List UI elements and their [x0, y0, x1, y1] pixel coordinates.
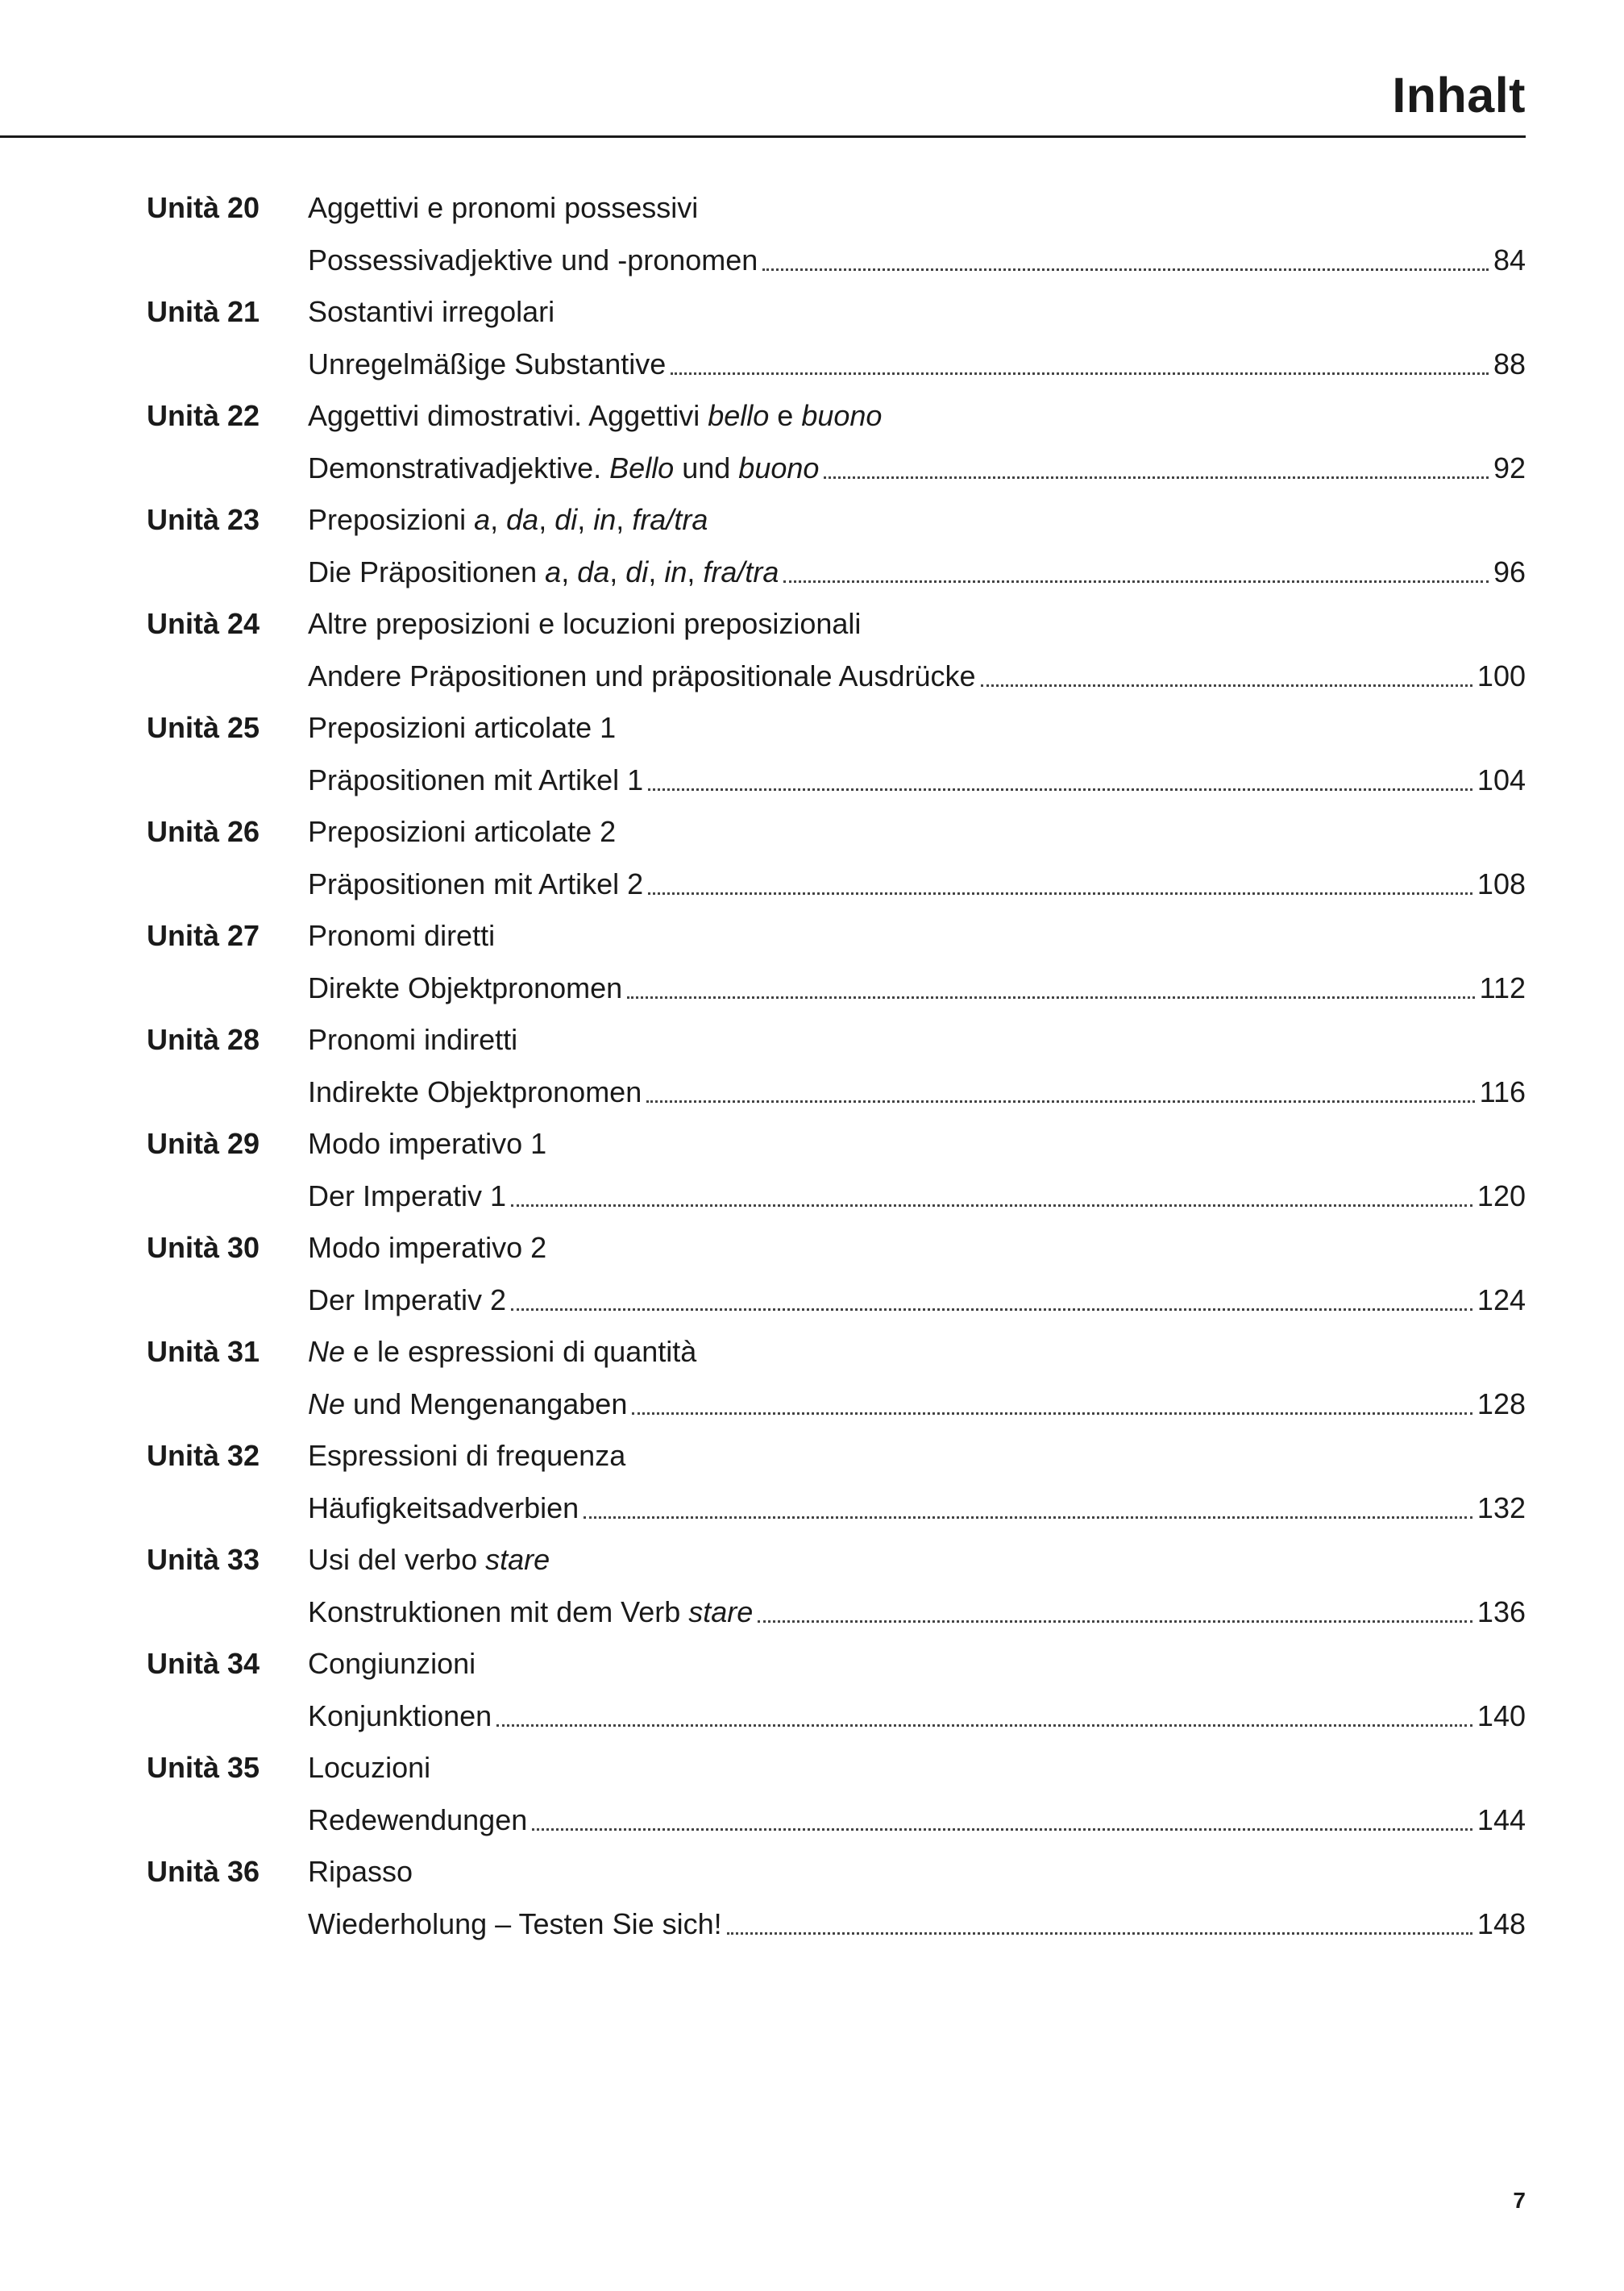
italic-text-segment: a	[545, 555, 562, 588]
toc-italian-line	[147, 390, 1526, 443]
toc-german-line	[147, 963, 1526, 1015]
german-title	[308, 659, 976, 693]
italian-title	[308, 607, 861, 641]
text-segment: Ripasso	[308, 1855, 413, 1889]
unit-label: Unità 22	[147, 399, 260, 433]
text-segment: ,	[561, 555, 578, 588]
italic-text-segment: di	[625, 555, 649, 588]
german-title	[308, 555, 779, 589]
text-segment: Häufigkeitsadverbien	[308, 1491, 579, 1524]
german-title	[308, 763, 643, 797]
toc-entry[interactable]	[147, 806, 1526, 910]
toc-page-number[interactable]: 92	[1493, 451, 1526, 484]
unit-label: Unità 28	[147, 1023, 260, 1057]
unit-label: Unità 33	[147, 1543, 260, 1577]
german-title	[308, 243, 758, 277]
text-segment: Direkte Objektpronomen	[308, 971, 623, 1004]
dot-leader	[496, 1724, 1472, 1727]
toc-page-number[interactable]: 100	[1477, 659, 1526, 692]
italian-title	[308, 295, 554, 329]
toc-italian-line	[147, 910, 1526, 963]
toc-italian-line	[147, 1222, 1526, 1274]
german-title	[308, 1491, 579, 1525]
german-title	[308, 1595, 753, 1629]
page-number: 7	[1513, 2188, 1526, 2213]
unit-label: Unità 27	[147, 919, 260, 953]
toc-german-line	[147, 755, 1526, 807]
toc-german-line	[147, 1898, 1526, 1951]
dot-leader	[981, 684, 1472, 687]
dot-leader	[584, 1516, 1472, 1519]
toc-italian-line	[147, 1638, 1526, 1690]
toc-italian-line	[147, 286, 1526, 339]
toc-italian-line	[147, 1014, 1526, 1066]
text-segment: Preposizioni	[308, 503, 475, 537]
italian-title	[308, 1439, 625, 1473]
toc-german-line	[147, 1482, 1526, 1535]
dot-leader	[783, 580, 1489, 583]
text-segment: Pronomi indiretti	[308, 1023, 518, 1057]
unit-label: Unità 30	[147, 1231, 260, 1265]
toc-entry[interactable]	[147, 598, 1526, 702]
text-segment: Konstruktionen mit dem Verb	[308, 1595, 689, 1628]
text-segment: Locuzioni	[308, 1751, 431, 1785]
dot-leader	[762, 268, 1489, 271]
text-segment: Wiederholung – Testen Sie sich!	[308, 1906, 722, 1940]
italic-text-segment: a	[474, 503, 491, 537]
italic-text-segment: buono	[801, 399, 883, 433]
text-segment: Der Imperativ 2	[308, 1283, 507, 1316]
toc-entry[interactable]	[147, 1014, 1526, 1118]
italic-text-segment: in	[664, 555, 687, 588]
toc-page-number[interactable]: 120	[1477, 1179, 1526, 1212]
text-segment: ,	[490, 503, 507, 537]
text-segment: und	[674, 451, 739, 484]
text-segment: Sostantivi irregolari	[308, 295, 555, 329]
text-segment: und Mengenangaben	[345, 1387, 628, 1420]
text-segment: Aggettivi e pronomi possessivi	[308, 191, 699, 225]
toc-italian-line	[147, 806, 1526, 859]
toc-page-number[interactable]: 136	[1477, 1595, 1526, 1628]
text-segment: Redewendungen	[308, 1802, 528, 1836]
text-segment: Altre preposizioni e locuzioni preposizionali	[308, 607, 862, 641]
italic-text-segment: stare	[688, 1595, 754, 1628]
text-segment: ,	[577, 503, 594, 537]
toc-italian-line	[147, 1534, 1526, 1586]
toc-german-line	[147, 1066, 1526, 1119]
toc-entry[interactable]	[147, 1638, 1526, 1742]
italic-text-segment: fra/tra	[703, 555, 779, 588]
toc-german-line	[147, 859, 1526, 911]
german-title	[308, 347, 666, 381]
toc-german-line	[147, 1274, 1526, 1327]
italian-title	[308, 919, 495, 953]
unit-label: Unità 32	[147, 1439, 260, 1473]
german-title	[308, 971, 622, 1005]
toc-italian-line	[147, 1846, 1526, 1898]
toc-italian-line	[147, 598, 1526, 651]
page-title: Inhalt	[1392, 68, 1526, 123]
toc-italian-line	[147, 1430, 1526, 1482]
toc-entry[interactable]	[147, 1534, 1526, 1638]
german-title	[308, 867, 643, 901]
text-segment: Preposizioni articolate 1	[308, 711, 617, 745]
dot-leader	[627, 996, 1474, 999]
german-title	[308, 1075, 642, 1109]
toc-entry[interactable]	[147, 1222, 1526, 1326]
text-segment: e	[769, 399, 802, 433]
toc-german-line	[147, 443, 1526, 495]
german-title	[308, 1907, 722, 1941]
unit-label: Unità 35	[147, 1751, 260, 1785]
toc-page-number[interactable]: 144	[1477, 1802, 1526, 1836]
toc-german-line	[147, 1378, 1526, 1431]
toc-entry[interactable]	[147, 182, 1526, 286]
text-segment: Der Imperativ 1	[308, 1179, 507, 1212]
text-segment: Espressioni di frequenza	[308, 1439, 626, 1473]
text-segment: Demonstrativadjektive.	[308, 451, 610, 484]
text-segment: Unregelmäßige Substantive	[308, 347, 667, 380]
italic-text-segment: da	[577, 555, 610, 588]
toc-italian-line	[147, 1118, 1526, 1170]
unit-label: Unità 26	[147, 815, 260, 849]
toc-page-number[interactable]: 128	[1477, 1387, 1526, 1420]
toc-page-number[interactable]: 104	[1477, 763, 1526, 796]
dot-leader	[646, 1100, 1474, 1103]
table-of-contents	[147, 182, 1526, 1950]
unit-label: Unità 20	[147, 191, 260, 225]
italian-title	[308, 399, 882, 433]
toc-page-number[interactable]: 108	[1477, 867, 1526, 900]
unit-label: Unità 29	[147, 1127, 260, 1161]
text-segment: Possessivadjektive und -pronomen	[308, 243, 758, 276]
dot-leader	[511, 1308, 1472, 1311]
italian-title	[308, 1231, 546, 1265]
toc-page-number[interactable]: 88	[1493, 347, 1526, 380]
unit-label: Unità 34	[147, 1647, 260, 1681]
italic-text-segment: da	[506, 503, 539, 537]
dot-leader	[671, 372, 1489, 375]
italic-text-segment: bello	[708, 399, 770, 433]
toc-page-number[interactable]: 132	[1477, 1491, 1526, 1524]
toc-italian-line	[147, 1742, 1526, 1794]
italian-title	[308, 1127, 546, 1161]
toc-page-number[interactable]: 84	[1493, 243, 1526, 276]
dot-leader	[511, 1204, 1472, 1207]
text-segment: Usi del verbo	[308, 1543, 486, 1577]
italian-title	[308, 1751, 430, 1785]
german-title	[308, 1699, 492, 1733]
toc-italian-line	[147, 702, 1526, 755]
text-segment: ,	[616, 503, 633, 537]
german-title	[308, 1387, 627, 1421]
toc-german-line	[147, 1170, 1526, 1223]
toc-italian-line	[147, 494, 1526, 547]
toc-entry[interactable]	[147, 1742, 1526, 1846]
dot-leader	[648, 788, 1472, 791]
italic-text-segment: buono	[738, 451, 820, 484]
dot-leader	[632, 1412, 1472, 1415]
page-header	[0, 0, 1526, 138]
toc-page-number[interactable]: 116	[1479, 1075, 1526, 1108]
text-segment: Modo imperativo 2	[308, 1231, 547, 1265]
italian-title	[308, 1335, 696, 1369]
italic-text-segment: Ne	[308, 1387, 346, 1420]
toc-entry[interactable]	[147, 1430, 1526, 1534]
unit-label: Unità 21	[147, 295, 260, 329]
toc-german-line	[147, 339, 1526, 391]
text-segment: Congiunzioni	[308, 1647, 476, 1681]
unit-label: Unità 31	[147, 1335, 260, 1369]
unit-label: Unità 24	[147, 607, 260, 641]
italic-text-segment: fra/tra	[632, 503, 708, 537]
toc-german-line	[147, 1690, 1526, 1743]
italian-title	[308, 815, 616, 849]
unit-label: Unità 36	[147, 1855, 260, 1889]
italian-title	[308, 1855, 413, 1889]
text-segment: Preposizioni articolate 2	[308, 815, 617, 849]
toc-entry[interactable]	[147, 910, 1526, 1014]
toc-entry[interactable]	[147, 390, 1526, 494]
toc-italian-line	[147, 1326, 1526, 1378]
text-segment: ,	[538, 503, 555, 537]
german-title	[308, 1179, 506, 1213]
dot-leader	[758, 1620, 1472, 1623]
text-segment: ,	[687, 555, 704, 588]
text-segment: Die Präpositionen	[308, 555, 546, 588]
unit-label: Unità 25	[147, 711, 260, 745]
text-segment: Präpositionen mit Artikel 1	[308, 763, 644, 796]
italic-text-segment: stare	[485, 1543, 550, 1577]
toc-italian-line	[147, 182, 1526, 235]
text-segment: Aggettivi dimostrativi. Aggettivi	[308, 399, 708, 433]
toc-entry[interactable]	[147, 494, 1526, 598]
unit-label: Unità 23	[147, 503, 260, 537]
toc-german-line	[147, 651, 1526, 703]
text-segment: e le espressioni di quantità	[345, 1335, 697, 1369]
toc-german-line	[147, 235, 1526, 287]
toc-entry[interactable]	[147, 286, 1526, 390]
text-segment: Präpositionen mit Artikel 2	[308, 867, 644, 900]
italian-title	[308, 1543, 550, 1577]
toc-entry[interactable]	[147, 1326, 1526, 1430]
italian-title	[308, 1647, 476, 1681]
german-title	[308, 1283, 506, 1317]
toc-entry[interactable]	[147, 1846, 1526, 1950]
italic-text-segment: Bello	[609, 451, 675, 484]
toc-page-number[interactable]: 112	[1479, 971, 1526, 1004]
german-title	[308, 1803, 527, 1837]
text-segment: Modo imperativo 1	[308, 1127, 547, 1161]
italic-text-segment: di	[554, 503, 578, 537]
text-segment: Pronomi diretti	[308, 919, 496, 953]
toc-page-number[interactable]: 148	[1477, 1906, 1526, 1940]
italic-text-segment: Ne	[308, 1335, 346, 1369]
italian-title	[308, 191, 698, 225]
italian-title	[308, 1023, 517, 1057]
toc-german-line	[147, 1794, 1526, 1847]
text-segment: Konjunktionen	[308, 1698, 492, 1732]
toc-page-number[interactable]: 96	[1493, 555, 1526, 588]
dot-leader	[824, 476, 1489, 479]
dot-leader	[648, 892, 1472, 895]
italian-title	[308, 503, 708, 537]
text-segment: Indirekte Objektpronomen	[308, 1075, 642, 1108]
text-segment: Andere Präpositionen und präpositionale Ausdrücke	[308, 659, 976, 692]
dot-leader	[727, 1932, 1472, 1935]
italic-text-segment: in	[593, 503, 617, 537]
toc-german-line	[147, 1586, 1526, 1639]
text-segment: ,	[648, 555, 665, 588]
italian-title	[308, 711, 616, 745]
toc-page-number[interactable]: 124	[1477, 1283, 1526, 1316]
toc-entry[interactable]	[147, 1118, 1526, 1222]
text-segment: ,	[609, 555, 626, 588]
toc-page-number[interactable]: 140	[1477, 1698, 1526, 1732]
dot-leader	[532, 1828, 1472, 1831]
toc-german-line	[147, 547, 1526, 599]
toc-entry[interactable]	[147, 702, 1526, 806]
german-title	[308, 451, 819, 485]
